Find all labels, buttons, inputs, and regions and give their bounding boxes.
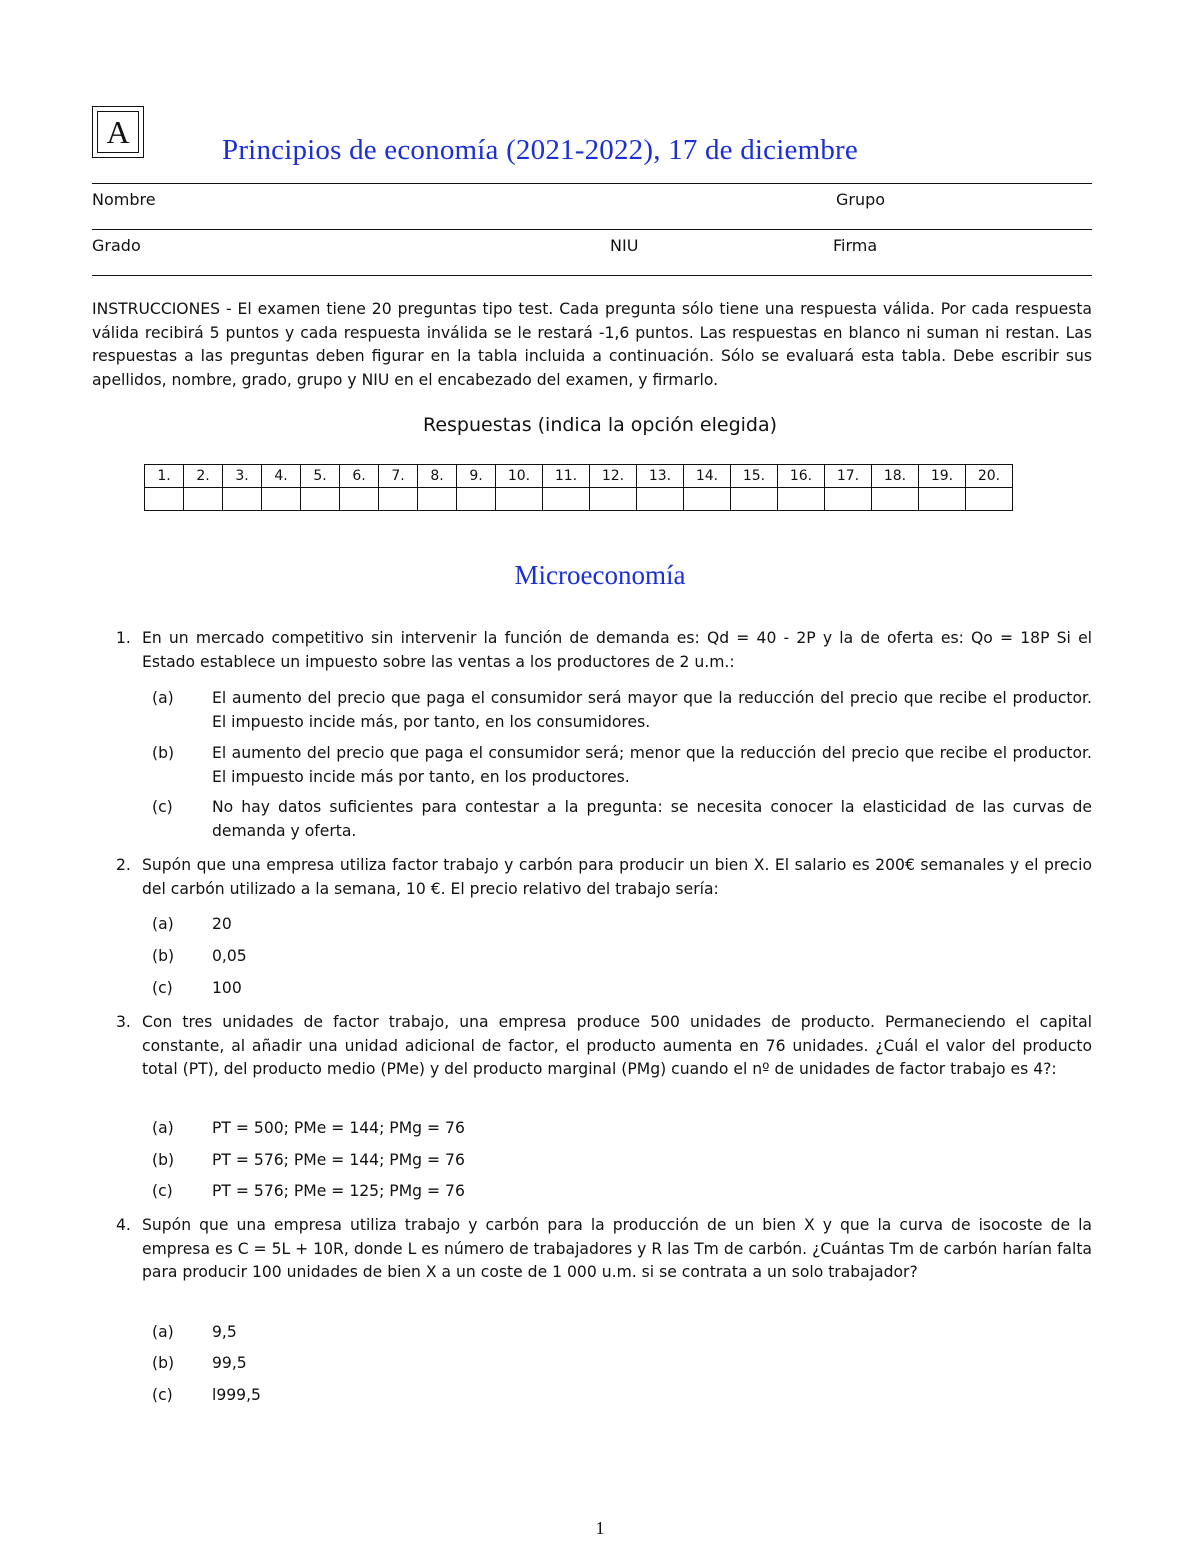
answer-cell[interactable]	[301, 488, 340, 511]
option-text: 99,5	[212, 1354, 247, 1372]
answer-cell[interactable]	[731, 488, 778, 511]
option-text: PT = 576; PMe = 125; PMg = 76	[212, 1182, 465, 1200]
option-label: (c)	[152, 1182, 173, 1200]
option-text: 9,5	[212, 1323, 237, 1341]
answer-cell[interactable]	[778, 488, 825, 511]
answer-cell[interactable]	[543, 488, 590, 511]
question-text: Con tres unidades de factor trabajo, una empresa produce 500 unidades de producto. Permaneciendo el capital constante, al añadir una unidad adicional de factor, el producto aumenta en 76 unidades. ¿Cuál el valor del producto total (PT), del producto medio (PMe) y del producto marginal (PMg) cuando el nº de unidades de factor trabajo es 4?:	[142, 1013, 1092, 1078]
answer-column-header: 6.	[340, 465, 379, 488]
answer-cell[interactable]	[457, 488, 496, 511]
answer-cell[interactable]	[340, 488, 379, 511]
question-number: 3.	[116, 1013, 131, 1031]
option-label: (b)	[152, 1151, 175, 1169]
option-label: (a)	[152, 915, 174, 933]
answer-cell[interactable]	[496, 488, 543, 511]
answer-cell[interactable]	[223, 488, 262, 511]
question-number: 2.	[116, 856, 131, 874]
answer-column-header: 8.	[418, 465, 457, 488]
question-3-option-c	[152, 1179, 1092, 1203]
answer-column-header: 17.	[825, 465, 872, 488]
field-grupo-label: Grupo	[836, 190, 886, 209]
option-label: (a)	[152, 1119, 174, 1137]
option-text: 0,05	[212, 947, 247, 965]
question-number: 1.	[116, 629, 131, 647]
answer-column-header: 18.	[872, 465, 919, 488]
answer-cell[interactable]	[184, 488, 223, 511]
option-text: El aumento del precio que paga el consumidor será; menor que la reducción del precio que recibe el productor. El impuesto incide más por tanto, en los productores.	[212, 744, 1092, 786]
option-label: (a)	[152, 1323, 174, 1341]
divider	[92, 183, 1092, 184]
answer-column-header: 14.	[684, 465, 731, 488]
option-text: PT = 500; PMe = 144; PMg = 76	[212, 1119, 465, 1137]
question-2-option-c	[152, 976, 1092, 1000]
question-3-option-b	[152, 1148, 1092, 1172]
answer-column-header: 20.	[966, 465, 1013, 488]
option-text: No hay datos suficientes para contestar a la pregunta: se necesita conocer la elasticidad de las curvas de demanda y oferta.	[212, 798, 1092, 840]
option-label: (b)	[152, 744, 175, 762]
option-text: El aumento del precio que paga el consumidor será mayor que la reducción del precio que recibe el productor. El impuesto incide más, por tanto, en los consumidores.	[212, 689, 1092, 731]
answer-cell[interactable]	[872, 488, 919, 511]
answer-cell[interactable]	[590, 488, 637, 511]
option-text: 20	[212, 915, 232, 933]
answer-cell[interactable]	[145, 488, 184, 511]
answer-column-header: 19.	[919, 465, 966, 488]
option-label: (c)	[152, 798, 173, 816]
answer-column-header: 15.	[731, 465, 778, 488]
answer-cell[interactable]	[379, 488, 418, 511]
option-text: 100	[212, 979, 242, 997]
question-2	[116, 854, 1092, 901]
answer-cell[interactable]	[637, 488, 684, 511]
question-2-option-a	[152, 912, 1092, 936]
question-3-option-a	[152, 1116, 1092, 1140]
question-1	[116, 627, 1092, 674]
answer-column-header: 1.	[145, 465, 184, 488]
answer-column-header: 7.	[379, 465, 418, 488]
question-4	[116, 1214, 1092, 1285]
field-grado-label: Grado	[92, 236, 141, 255]
divider	[92, 275, 1092, 276]
answer-column-header: 5.	[301, 465, 340, 488]
option-label: (a)	[152, 689, 174, 707]
answer-column-header: 10.	[496, 465, 543, 488]
divider	[92, 229, 1092, 230]
question-number: 4.	[116, 1216, 131, 1234]
question-4-option-a	[152, 1320, 1092, 1344]
answers-caption: Respuestas (indica la opción elegida)	[422, 414, 778, 436]
answer-cell[interactable]	[966, 488, 1013, 511]
answer-cell[interactable]	[262, 488, 301, 511]
question-text: Supón que una empresa utiliza trabajo y carbón para la producción de un bien X y que la curva de isocoste de la empresa es C = 5L + 10R, donde L es número de trabajadores y R las Tm de carbón. ¿Cuántas Tm de carbón harían falta para producir 100 unidades de bien X a un coste de 1 000 u.m. si se contrata a un solo trabajador?	[142, 1216, 1092, 1281]
field-firma-label: Firma	[833, 236, 878, 255]
answer-cell[interactable]	[919, 488, 966, 511]
option-label: (c)	[152, 1386, 173, 1404]
option-label: (b)	[152, 1354, 175, 1372]
question-2-option-b	[152, 944, 1092, 968]
answer-table	[144, 464, 1013, 511]
question-text: En un mercado competitivo sin intervenir la función de demanda es: Qd = 40 - 2P y la de oferta es: Qo = 18P Si el Estado establece un impuesto sobre las ventas a los productores de 2 u.m.:	[142, 629, 1092, 671]
question-text: Supón que una empresa utiliza factor trabajo y carbón para producir un bien X. El salario es 200€ semanales y el precio del carbón utilizado a la semana, 10 €. El precio relativo del trabajo sería:	[142, 856, 1092, 898]
question-1-option-b	[152, 741, 1092, 789]
answer-column-header: 13.	[637, 465, 684, 488]
question-4-option-c	[152, 1383, 1092, 1407]
exam-version-letter: A	[97, 111, 139, 153]
question-1-option-c	[152, 795, 1092, 843]
question-3	[116, 1011, 1092, 1082]
answer-column-header: 4.	[262, 465, 301, 488]
exam-version-box	[92, 106, 144, 158]
option-text: PT = 576; PMe = 144; PMg = 76	[212, 1151, 465, 1169]
field-niu-label: NIU	[610, 236, 639, 255]
field-nombre-label: Nombre	[92, 190, 156, 209]
option-text: l999,5	[212, 1386, 261, 1404]
answer-input-row	[145, 488, 1013, 511]
page-number: 1	[595, 1518, 605, 1538]
answer-column-header: 12.	[590, 465, 637, 488]
answer-cell[interactable]	[825, 488, 872, 511]
answer-column-header: 9.	[457, 465, 496, 488]
answer-cell[interactable]	[684, 488, 731, 511]
answer-column-header: 11.	[543, 465, 590, 488]
question-4-option-b	[152, 1351, 1092, 1375]
answer-cell[interactable]	[418, 488, 457, 511]
option-label: (c)	[152, 979, 173, 997]
answer-header-row	[145, 465, 1013, 488]
instructions-paragraph: INSTRUCCIONES - El examen tiene 20 preguntas tipo test. Cada pregunta sólo tiene una respuesta válida. Por cada respuesta válida recibirá 5 puntos y cada respuesta inválida se le restará -1,6 puntos. Las respuestas en blanco ni suman ni restan. Las respuestas a las preguntas deben figurar en la tabla incluida a continuación. Sólo se evaluará esta tabla. Debe escribir sus apellidos, nombre, grado, grupo y NIU en el encabezado del examen, y firmarlo.	[92, 300, 1092, 390]
section-title: Microeconomía	[514, 560, 686, 590]
answer-column-header: 16.	[778, 465, 825, 488]
option-label: (b)	[152, 947, 175, 965]
question-1-option-a	[152, 686, 1092, 734]
answer-column-header: 2.	[184, 465, 223, 488]
page-title: Principios de economía (2021-2022), 17 de diciembre	[222, 134, 858, 166]
answer-column-header: 3.	[223, 465, 262, 488]
